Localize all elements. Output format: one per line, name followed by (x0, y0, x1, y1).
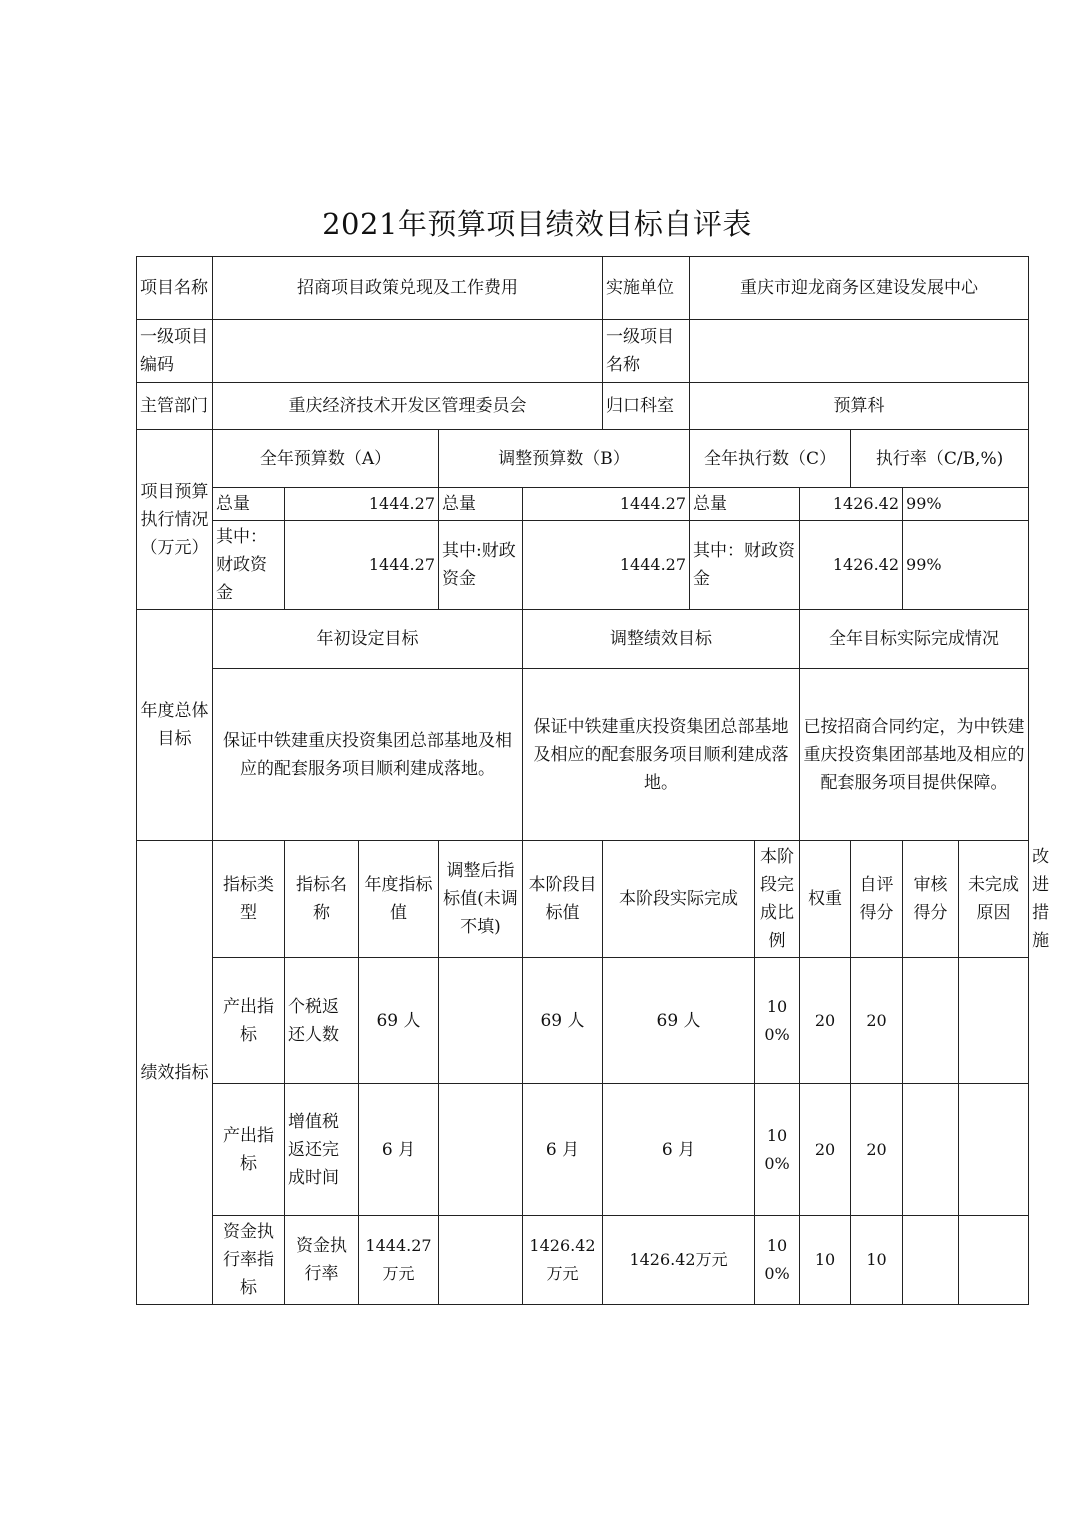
ind-self-score: 20 (851, 1084, 903, 1216)
ind-weight: 20 (800, 1084, 851, 1216)
ind-header-name: 指标名称 (285, 841, 359, 958)
goal-header-actual: 全年目标实际完成情况 (800, 610, 1029, 669)
fiscal-label-c: 其中：财政资金 (690, 521, 800, 610)
ind-type: 资金执行率指标 (213, 1216, 285, 1305)
dept-label: 主管部门 (137, 383, 213, 430)
ind-adjusted (439, 1084, 523, 1216)
level1-code-value (213, 320, 603, 383)
goal-adjusted: 保证中铁建重庆投资集团总部基地及相应的配套服务项目顺利建成落地。 (523, 669, 800, 841)
ind-weight: 10 (800, 1216, 851, 1305)
office-value: 预算科 (690, 383, 1029, 430)
indicator-header-row: 绩效指标 指标类型 指标名称 年度指标值 调整后指标值(未调不填) 本阶段目标值 本阶段实际完成 本阶段完成比例 权重 自评得分 审核得分 未完成原因 改进措施 (137, 841, 1029, 958)
total-label-b: 总量 (439, 488, 523, 521)
ind-ratio: 100% (755, 958, 800, 1084)
budget-header-b: 调整预算数（B） (439, 430, 690, 488)
ind-header-stage-actual: 本阶段实际完成 (603, 841, 755, 958)
ind-type: 产出指标 (213, 1084, 285, 1216)
budget-exec-label: 项目预算执行情况（万元） (137, 430, 213, 610)
table-row (137, 1084, 1029, 1216)
impl-unit-value: 重庆市迎龙商务区建设发展中心 (690, 257, 1029, 320)
ind-weight: 20 (800, 958, 851, 1084)
fiscal-label-b: 其中:财政资金 (439, 521, 523, 610)
fiscal-value-b: 1444.27 (523, 521, 690, 610)
ind-stage-target: 1426.42万元 (523, 1216, 603, 1305)
ind-stage-actual: 6 月 (603, 1084, 755, 1216)
table-row (137, 1216, 1029, 1305)
ind-header-weight: 权重 (800, 841, 851, 958)
ind-annual: 1444.27万元 (359, 1216, 439, 1305)
goal-header-adjusted: 调整绩效目标 (523, 610, 800, 669)
goals-header-row (137, 610, 1029, 669)
ind-stage-actual: 1426.42万元 (603, 1216, 755, 1305)
ind-header-stage-target: 本阶段目标值 (523, 841, 603, 958)
dept-value: 重庆经济技术开发区管理委员会 (213, 383, 603, 430)
ind-audit-score (903, 1084, 959, 1216)
ind-self-score: 10 (851, 1216, 903, 1305)
project-row (137, 257, 1029, 320)
project-name-value: 招商项目政策兑现及工作费用 (213, 257, 603, 320)
fiscal-value-c: 1426.42 (800, 521, 903, 610)
dept-row (137, 383, 1029, 430)
ind-header-audit-score: 审核得分 (903, 841, 959, 958)
ind-header-annual: 年度指标值 (359, 841, 439, 958)
level1-code-label: 一级项目编码 (137, 320, 213, 383)
ind-annual: 69 人 (359, 958, 439, 1084)
ind-annual: 6 月 (359, 1084, 439, 1216)
ind-header-self-score: 自评得分 (851, 841, 903, 958)
perf-indicators-label: 绩效指标 (137, 841, 213, 1305)
ind-audit-score (903, 958, 959, 1084)
budget-fiscal-row (137, 521, 1029, 610)
ind-stage-target: 6 月 (523, 1084, 603, 1216)
total-value-c: 1426.42 (800, 488, 903, 521)
office-label: 归口科室 (603, 383, 690, 430)
ind-name: 资金执行率 (285, 1216, 359, 1305)
ind-header-ratio: 本阶段完成比例 (755, 841, 800, 958)
budget-header-c: 全年执行数（C） (690, 430, 851, 488)
budget-header-row (137, 430, 1029, 488)
ind-reason (959, 1084, 1029, 1216)
fiscal-rate: 99% (903, 521, 1029, 610)
ind-adjusted (439, 958, 523, 1084)
total-label-c: 总量 (690, 488, 800, 521)
fiscal-label-a: 其中：财政资金 (213, 521, 285, 610)
ind-header-type: 指标类型 (213, 841, 285, 958)
goal-header-initial: 年初设定目标 (213, 610, 523, 669)
budget-header-rate: 执行率（C/B,%) (851, 430, 1029, 488)
ind-reason (959, 1216, 1029, 1305)
ind-stage-actual: 69 人 (603, 958, 755, 1084)
page-title: 2021年预算项目绩效目标自评表 (322, 207, 752, 241)
ind-ratio: 100% (755, 1084, 800, 1216)
level1-name-label: 一级项目名称 (603, 320, 690, 383)
ind-reason (959, 958, 1029, 1084)
ind-name: 增值税返还完成时间 (285, 1084, 359, 1216)
fiscal-value-a: 1444.27 (285, 521, 439, 610)
goal-initial: 保证中铁建重庆投资集团总部基地及相应的配套服务项目顺利建成落地。 (213, 669, 523, 841)
level1-row (137, 320, 1029, 383)
evaluation-table (136, 256, 1050, 1305)
table-row (137, 958, 1029, 1084)
ind-header-reason: 未完成原因 (959, 841, 1029, 958)
ind-name: 个税返还人数 (285, 958, 359, 1084)
ind-header-adjusted: 调整后指标值(未调不填) (439, 841, 523, 958)
impl-unit-label: 实施单位 (603, 257, 690, 320)
level1-name-value (690, 320, 1029, 383)
ind-ratio: 100% (755, 1216, 800, 1305)
total-value-b: 1444.27 (523, 488, 690, 521)
ind-stage-target: 69 人 (523, 958, 603, 1084)
total-rate: 99% (903, 488, 1029, 521)
goals-content-row (137, 669, 1029, 841)
ind-type: 产出指标 (213, 958, 285, 1084)
goal-actual: 已按招商合同约定，为中铁建重庆投资集团部基地及相应的配套服务项目提供保障。 (800, 669, 1029, 841)
annual-goal-label: 年度总体目标 (137, 610, 213, 841)
ind-audit-score (903, 1216, 959, 1305)
budget-header-a: 全年预算数（A） (213, 430, 439, 488)
total-label-a: 总量 (213, 488, 285, 521)
ind-self-score: 20 (851, 958, 903, 1084)
budget-total-row (137, 488, 1029, 521)
total-value-a: 1444.27 (285, 488, 439, 521)
project-name-label: 项目名称 (137, 257, 213, 320)
ind-adjusted (439, 1216, 523, 1305)
